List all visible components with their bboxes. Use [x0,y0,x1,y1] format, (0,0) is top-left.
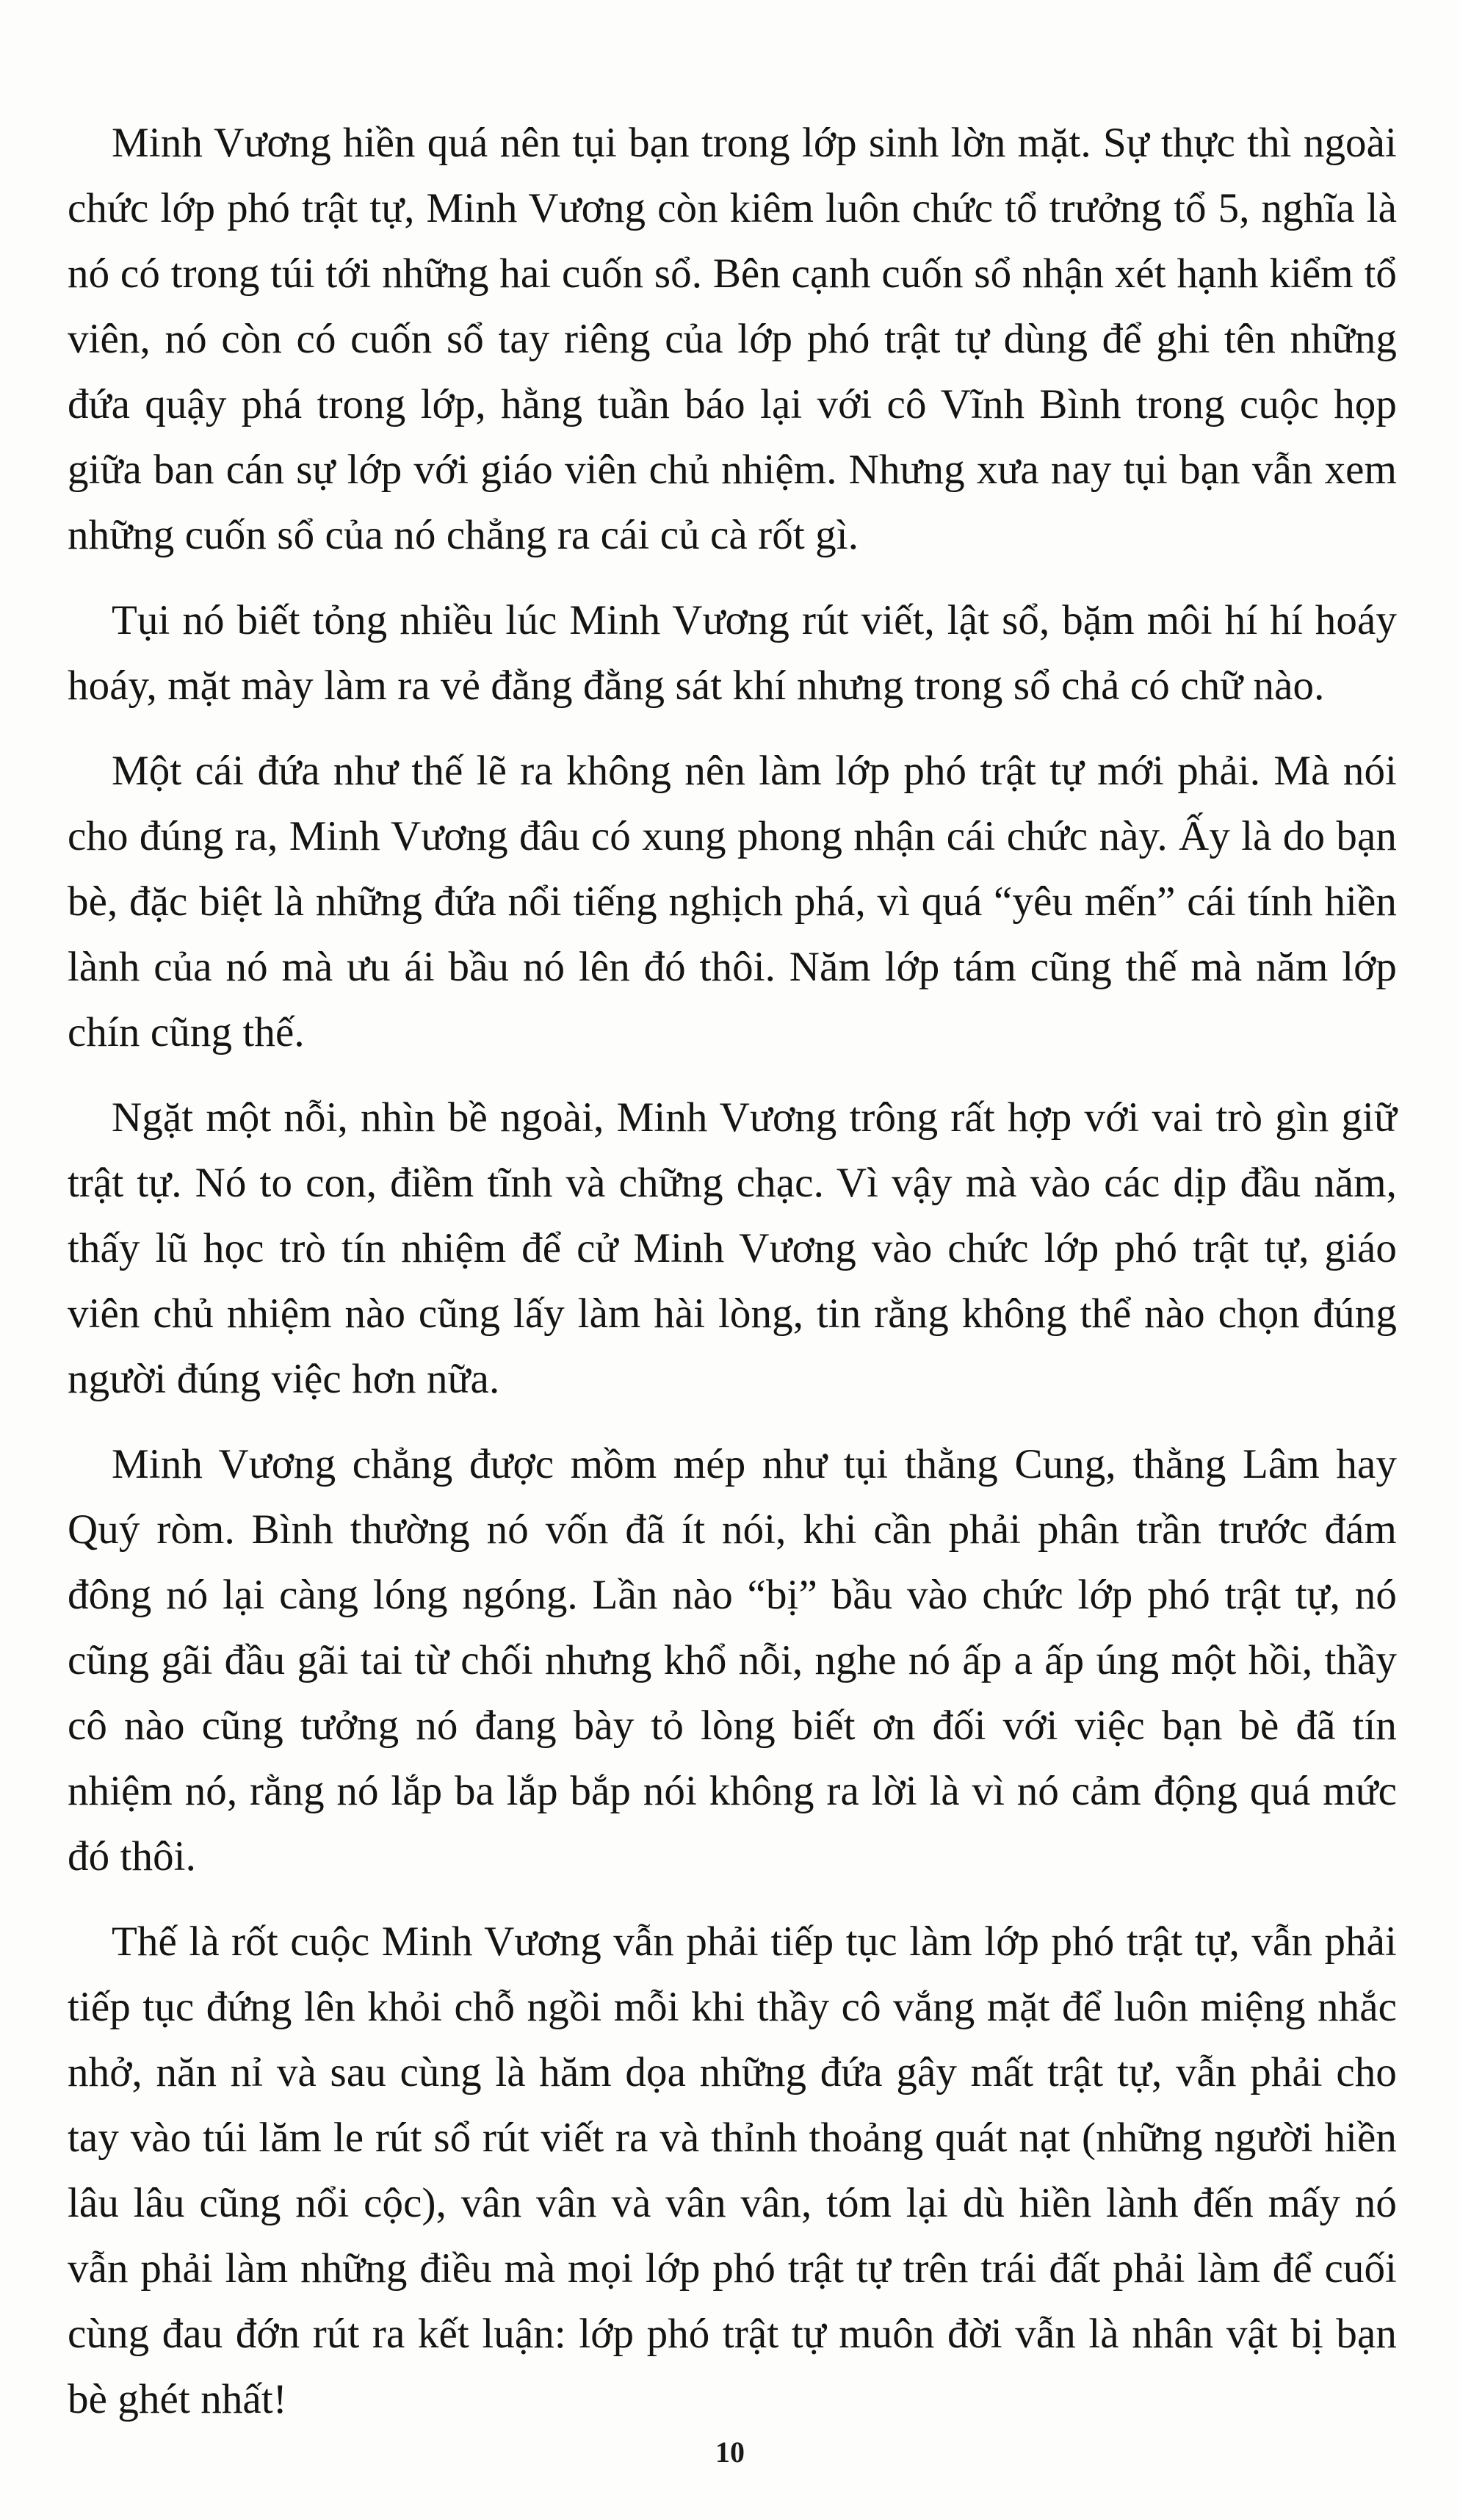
paragraph-1: Minh Vương hiền quá nên tụi bạn trong lớp sinh lờn mặt. Sự thực thì ngoài chức lớp phó trật tự, Minh Vương còn kiêm luôn chức tổ trưởng tổ 5, nghĩa là nó có trong túi tới những hai cuốn sổ. Bên cạnh cuốn sổ nhận xét hạnh kiểm tổ viên, nó còn có cuốn sổ tay riêng của lớp phó trật tự dùng để ghi tên những đứa quậy phá trong lớp, hằng tuần báo lại với cô Vĩnh Bình trong cuộc họp giữa ban cán sự lớp với giáo viên chủ nhiệm. Nhưng xưa nay tụi bạn vẫn xem những cuốn sổ của nó chẳng ra cái củ cà rốt gì. [68,120,1397,558]
paragraph-4: Ngặt một nỗi, nhìn bề ngoài, Minh Vương trông rất hợp với vai trò gìn giữ trật tự. Nó to con, điềm tĩnh và chững chạc. Vì vậy mà vào các dịp đầu năm, thấy lũ học trò tín nhiệm để cử Minh Vương vào chức lớp phó trật tự, giáo viên chủ nhiệm nào cũng lấy làm hài lòng, tin rằng không thể nào chọn đúng người đúng việc hơn nữa. [68,1094,1397,1402]
paragraph-5: Minh Vương chẳng được mồm mép như tụi thằng Cung, thằng Lâm hay Quý ròm. Bình thường nó vốn đã ít nói, khi cần phải phân trần trước đám đông nó lại càng lóng ngóng. Lần nào “bị” bầu vào chức lớp phó trật tự, nó cũng gãi đầu gãi tai từ chối nhưng khổ nỗi, nghe nó ấp a ấp úng một hồi, thầy cô nào cũng tưởng nó đang bày tỏ lòng biết ơn đối với việc bạn bè đã tín nhiệm nó, rằng nó lắp ba lắp bắp nói không ra lời là vì nó cảm động quá mức đó thôi. [68,1441,1397,1880]
paragraph-3: Một cái đứa như thế lẽ ra không nên làm lớp phó trật tự mới phải. Mà nói cho đúng ra, Minh Vương đâu có xung phong nhận cái chức này. Ấy là do bạn bè, đặc biệt là những đứa nổi tiếng nghịch phá, vì quá “yêu mến” cái tính hiền lành của nó mà ưu ái bầu nó lên đó thôi. Năm lớp tám cũng thế mà năm lớp chín cũng thế. [68,748,1397,1055]
paragraph-2: Tụi nó biết tỏng nhiều lúc Minh Vương rút viết, lật sổ, bặm môi hí hí hoáy hoáy, mặt mày làm ra vẻ đằng đằng sát khí nhưng trong sổ chả có chữ nào. [68,597,1397,709]
body-text [68,110,1397,2452]
paragraph-6: Thế là rốt cuộc Minh Vương vẫn phải tiếp tục làm lớp phó trật tự, vẫn phải tiếp tục đứng lên khỏi chỗ ngồi mỗi khi thầy cô vắng mặt để luôn miệng nhắc nhở, năn nỉ và sau cùng là hăm dọa những đứa gây mất trật tự, vẫn phải cho tay vào túi lăm le rút sổ rút viết ra và thỉnh thoảng quát nạt (những người hiền lâu lâu cũng nổi cộc), vân vân và vân vân, tóm lại dù hiền lành đến mấy nó vẫn phải làm những điều mà mọi lớp phó trật tự trên trái đất phải làm để cuối cùng đau đớn rút ra kết luận: lớp phó trật tự muôn đời vẫn là nhân vật bị bạn bè ghét nhất! [68,1918,1397,2422]
page-number: 10 [715,2436,745,2469]
